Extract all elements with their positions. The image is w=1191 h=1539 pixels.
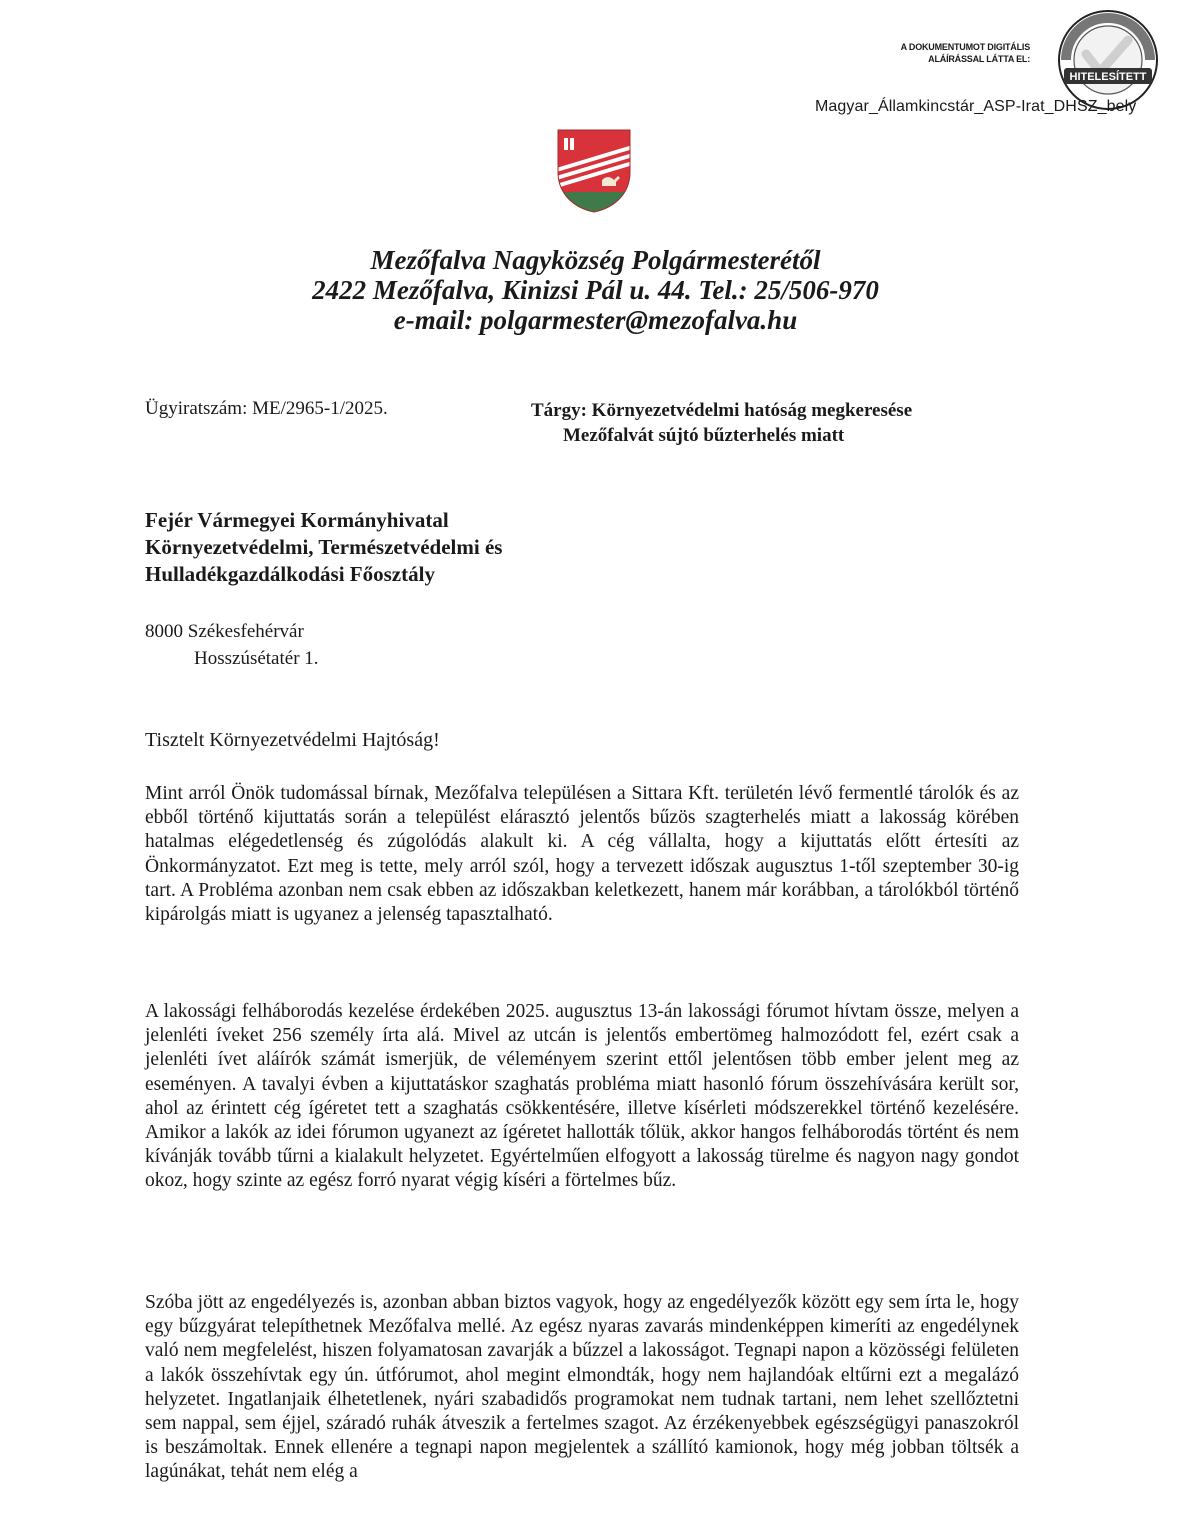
signature-caption-line1: A DOKUMENTUMOT DIGITÁLIS: [900, 42, 1030, 52]
recipient-line1: Fejér Vármegyei Kormányhivatal: [145, 508, 449, 532]
subject: [531, 398, 912, 448]
body-paragraph: Mint arról Önök tudomással bírnak, Mezőfalva településen a Sittara Kft. területén lévő fermentlé tárolók és az ebből történő kijuttatás során a települést elárasztó jelentős bűzös szagterhelés miatt a lakosság körében hatalmas elégedetlenség és zúgolódás alakult ki. A cég vállalta, hogy a kijuttatás előtt értesíti az Önkormányzatot. Ezt meg is tette, mely arról szól, hogy a tervezett időszak augusztus 1-től szeptember 30-ig tart. A Probléma azonban nem csak ebben az időszakban keletkezett, hanem már korábban, a tárolókból történő kipárolgás miatt is ugyanez a jelenség tapasztalható.: [145, 783, 1019, 926]
signature-caption: [850, 41, 1030, 65]
signer-name: Magyar_Államkincstár_ASP-Irat_DHSZ_bely: [815, 98, 1137, 115]
seal-text: HITELESÍTETT: [1069, 71, 1147, 83]
address-city: 8000 Székesfehérvár: [145, 621, 304, 642]
recipient-line2: Környezetvédelmi, Természetvédelmi és: [145, 535, 503, 559]
recipient-line3: Hulladékgazdálkodási Főosztály: [145, 562, 435, 586]
subject-line2: Mezőfalvát sújtó bűzterhelés miatt: [563, 425, 845, 446]
body-paragraph: Szóba jött az engedélyezés is, azonban abban biztos vagyok, hogy az engedélyezők között egy sem írta le, hogy egy bűzgyárat telepíthetnek Mezőfalva mellé. Az egész nyaras zavarás mindenképpen kimeríti az engedélynek való nem megfelelést, hiszen folyamatosan zavarják a bűzzel a lakosságot. Tegnapi napon a közösségi felületen a lakók összehívtak egy ún. útfórumot, ahol megint elmondták, hogy nem hajlandóak eltűrni ezt a megalázó helyzetet. Ingatlanjaik élhetetlenek, nyári szabadidős programokat nem tudnak tartani, nem lehet szellőztetni sem nappal, sem éjjel, száradó ruhák átveszik a fertelmes szagot. Az érzékenyebbek egészségügyi panaszokról is beszámoltak. Ennek ellenére a tegnapi napon megjelentek a szállító kamionok, hogy még jobban töltsék a lagúnákat, tehát nem elég a: [145, 1292, 1019, 1483]
coat-of-arms-icon: [556, 128, 632, 214]
subject-line1: Tárgy: Környezetvédelmi hatóság megkeresése: [531, 400, 913, 421]
certification-seal-icon: [1046, 8, 1170, 112]
letterhead-email: e-mail: polgarmester@mezofalva.hu: [393, 305, 798, 335]
file-number: Ügyiratszám: ME/2965-1/2025.: [145, 398, 388, 419]
salutation: Tisztelt Környezetvédelmi Hajtóság!: [145, 729, 440, 751]
recipient-address: [145, 618, 319, 672]
body-paragraph: A lakossági felháborodás kezelése érdekében 2025. augusztus 13-án lakossági fórumot hívtam össze, melyen a jelenléti íveket 256 személy írta alá. Mivel az utcán is jelentős embertömeg halmozódott fel, ezért csak a jelenléti ívet aláírók számát ismerjük, de véleményem szerint ettől jelentősen több ember jelent meg az eseményen. A tavalyi évben a kijuttatáskor szaghatás probléma miatt hasonló fórum összehívására került sor, ahol az érintett cég ígéretet tett a szaghatás csökkentésére, illetve kísérleti módszerekkel történő kezelésére. Amikor a lakók az idei fórumon ugyanezt az ígéretet hallották tőlük, akkor hangos felháborodás történt és nem kívánják tovább tűrni a kialakult helyzetet. Egyértelműen elfogyott a lakosság türelme és nagyon nagy gondot okoz, hogy szinte az egész forró nyarat végig kíséri a förtelmes bűz.: [145, 1001, 1019, 1192]
recipient-block: [145, 507, 502, 588]
signature-caption-line2: ALÁÍRÁSSAL LÁTTA EL:: [928, 54, 1030, 64]
letterhead-issuer: Mezőfalva Nagyközség Polgármesterétől: [370, 245, 821, 275]
letterhead: [0, 245, 1191, 335]
address-street: Hosszúsétatér 1.: [194, 648, 319, 669]
letterhead-address: 2422 Mezőfalva, Kinizsi Pál u. 44. Tel.: 25/506-970: [312, 275, 879, 305]
